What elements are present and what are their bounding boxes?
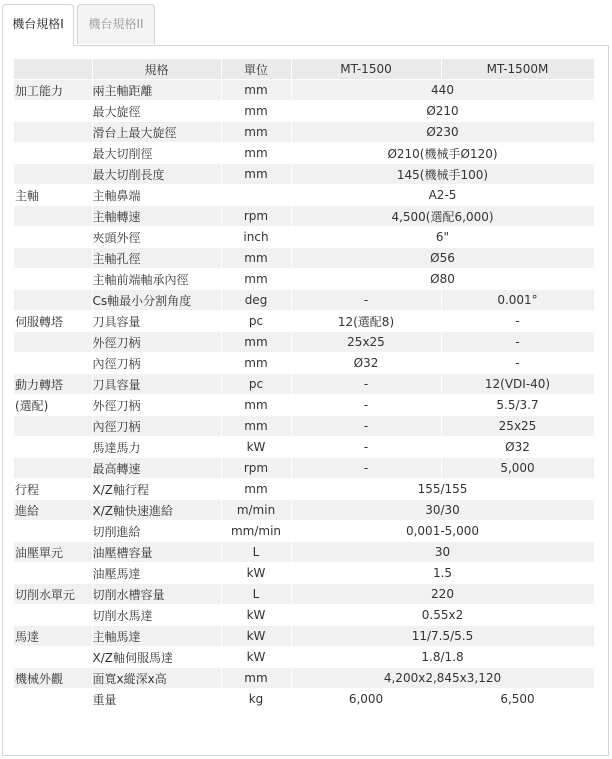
row-unit: kW <box>221 563 291 584</box>
row-category <box>14 353 92 374</box>
row-value-shared: 0.55x2 <box>291 605 594 626</box>
table-header-row <box>14 59 594 80</box>
table-row <box>14 500 594 521</box>
row-category <box>14 122 92 143</box>
table-row <box>14 185 594 206</box>
row-category <box>14 437 92 458</box>
table-row <box>14 374 594 395</box>
row-spec-name: 兩主軸距離 <box>92 80 221 101</box>
table-row <box>14 563 594 584</box>
spec-table <box>14 59 595 710</box>
table-row <box>14 332 594 353</box>
row-spec-name: Cs軸最小分割角度 <box>92 290 221 311</box>
row-value-shared: 1.5 <box>291 563 594 584</box>
row-value-mt1500m: 12(VDI-40) <box>441 374 594 395</box>
row-category: 機械外觀 <box>14 668 92 689</box>
row-value-mt1500: - <box>291 437 441 458</box>
row-category: 動力轉塔 <box>14 374 92 395</box>
row-unit: mm <box>221 332 291 353</box>
row-spec-name: 滑台上最大旋徑 <box>92 122 221 143</box>
row-value-shared: 440 <box>291 80 594 101</box>
row-category <box>14 563 92 584</box>
row-spec-name: 馬達馬力 <box>92 437 221 458</box>
row-unit: mm <box>221 479 291 500</box>
row-category <box>14 458 92 479</box>
row-category <box>14 605 92 626</box>
row-value-mt1500m: 5,000 <box>441 458 594 479</box>
row-value-mt1500: - <box>291 458 441 479</box>
row-value-shared: Ø210 <box>291 101 594 122</box>
row-value-shared: 0,001-5,000 <box>291 521 594 542</box>
table-row <box>14 206 594 227</box>
row-spec-name: 切削水馬達 <box>92 605 221 626</box>
row-spec-name: X/Z軸快速進給 <box>92 500 221 521</box>
tab-machine-spec-2[interactable]: 機台規格II <box>77 4 155 44</box>
row-unit: mm <box>221 248 291 269</box>
table-row <box>14 311 594 332</box>
table-row <box>14 164 594 185</box>
row-unit: L <box>221 542 291 563</box>
row-unit: mm <box>221 164 291 185</box>
table-row <box>14 668 594 689</box>
row-unit: mm <box>221 353 291 374</box>
spec-panel <box>2 45 609 756</box>
row-spec-name: 重量 <box>92 689 221 710</box>
row-spec-name: 主軸馬達 <box>92 626 221 647</box>
table-row <box>14 542 594 563</box>
row-category: (選配) <box>14 395 92 416</box>
table-row <box>14 437 594 458</box>
header-model-mt1500m: MT-1500M <box>441 59 594 80</box>
row-value-shared: 220 <box>291 584 594 605</box>
row-value-mt1500m: 0.001° <box>441 290 594 311</box>
row-unit: kW <box>221 437 291 458</box>
table-row <box>14 689 594 710</box>
row-value-mt1500m: - <box>441 332 594 353</box>
row-unit: deg <box>221 290 291 311</box>
row-value-mt1500m: 5.5/3.7 <box>441 395 594 416</box>
row-value-shared: Ø80 <box>291 269 594 290</box>
row-spec-name: 外徑刀柄 <box>92 395 221 416</box>
table-row <box>14 122 594 143</box>
row-unit: mm <box>221 416 291 437</box>
tab-machine-spec-1[interactable]: 機台規格I <box>2 4 74 46</box>
row-value-shared: Ø210(機械手Ø120) <box>291 143 594 164</box>
row-category <box>14 143 92 164</box>
row-unit: mm <box>221 269 291 290</box>
row-unit: kW <box>221 647 291 668</box>
row-category: 伺服轉塔 <box>14 311 92 332</box>
row-value-shared: 4,500(選配6,000) <box>291 206 594 227</box>
table-row <box>14 458 594 479</box>
row-value-shared: 11/7.5/5.5 <box>291 626 594 647</box>
row-value-shared: 30 <box>291 542 594 563</box>
row-value-mt1500m: 6,500 <box>441 689 594 710</box>
row-value-mt1500: - <box>291 374 441 395</box>
row-value-mt1500: Ø32 <box>291 353 441 374</box>
row-spec-name: 主軸孔徑 <box>92 248 221 269</box>
row-category <box>14 269 92 290</box>
row-category <box>14 248 92 269</box>
row-value-shared: 6" <box>291 227 594 248</box>
row-spec-name: 切削水槽容量 <box>92 584 221 605</box>
row-category: 切削水單元 <box>14 584 92 605</box>
row-category: 油壓單元 <box>14 542 92 563</box>
row-value-shared: A2-5 <box>291 185 594 206</box>
row-unit: pc <box>221 311 291 332</box>
row-value-mt1500: 25x25 <box>291 332 441 353</box>
row-unit: inch <box>221 227 291 248</box>
row-value-mt1500: 12(選配8) <box>291 311 441 332</box>
row-category <box>14 227 92 248</box>
row-spec-name: 主軸轉速 <box>92 206 221 227</box>
row-value-shared: 4,200x2,845x3,120 <box>291 668 594 689</box>
row-value-mt1500: - <box>291 395 441 416</box>
table-row <box>14 605 594 626</box>
row-spec-name: X/Z軸伺服馬達 <box>92 647 221 668</box>
header-model-mt1500: MT-1500 <box>291 59 441 80</box>
header-category <box>14 59 92 80</box>
table-row <box>14 269 594 290</box>
row-value-mt1500m: - <box>441 353 594 374</box>
row-unit: mm <box>221 143 291 164</box>
row-spec-name: 刀具容量 <box>92 311 221 332</box>
row-unit: rpm <box>221 206 291 227</box>
row-value-shared: 145(機械手100) <box>291 164 594 185</box>
row-spec-name: 最大切削徑 <box>92 143 221 164</box>
table-row <box>14 227 594 248</box>
table-row <box>14 290 594 311</box>
table-row <box>14 248 594 269</box>
table-row <box>14 626 594 647</box>
row-category <box>14 416 92 437</box>
table-row <box>14 479 594 500</box>
row-value-shared: 30/30 <box>291 500 594 521</box>
row-unit: m/min <box>221 500 291 521</box>
header-spec: 規格 <box>92 59 221 80</box>
row-category <box>14 689 92 710</box>
row-spec-name: 夾頭外徑 <box>92 227 221 248</box>
row-category: 行程 <box>14 479 92 500</box>
row-value-mt1500m: - <box>441 311 594 332</box>
row-category <box>14 521 92 542</box>
row-value-shared: Ø230 <box>291 122 594 143</box>
header-unit: 單位 <box>221 59 291 80</box>
row-value-mt1500: 6,000 <box>291 689 441 710</box>
tab-bar <box>0 0 612 46</box>
table-row <box>14 584 594 605</box>
row-unit: kW <box>221 605 291 626</box>
row-category <box>14 290 92 311</box>
row-category: 加工能力 <box>14 80 92 101</box>
row-spec-name: 最大切削長度 <box>92 164 221 185</box>
table-row <box>14 416 594 437</box>
row-unit: kg <box>221 689 291 710</box>
row-category <box>14 332 92 353</box>
row-spec-name: 內徑刀柄 <box>92 416 221 437</box>
row-unit: mm <box>221 101 291 122</box>
row-unit: pc <box>221 374 291 395</box>
row-spec-name: 油壓馬達 <box>92 563 221 584</box>
row-unit: mm/min <box>221 521 291 542</box>
table-row <box>14 521 594 542</box>
row-value-shared: 155/155 <box>291 479 594 500</box>
row-value-mt1500: - <box>291 416 441 437</box>
row-value-mt1500: - <box>291 290 441 311</box>
row-spec-name: 外徑刀柄 <box>92 332 221 353</box>
row-value-shared: 1.8/1.8 <box>291 647 594 668</box>
table-row <box>14 101 594 122</box>
row-spec-name: 主軸鼻端 <box>92 185 221 206</box>
row-spec-name: 切削進給 <box>92 521 221 542</box>
row-spec-name: 主軸前端軸承內徑 <box>92 269 221 290</box>
row-category <box>14 101 92 122</box>
row-value-mt1500m: Ø32 <box>441 437 594 458</box>
row-unit: kW <box>221 626 291 647</box>
row-category <box>14 647 92 668</box>
table-row <box>14 143 594 164</box>
row-unit: mm <box>221 395 291 416</box>
row-value-mt1500m: 25x25 <box>441 416 594 437</box>
row-category: 進給 <box>14 500 92 521</box>
row-unit: mm <box>221 122 291 143</box>
row-unit: rpm <box>221 458 291 479</box>
row-unit: mm <box>221 80 291 101</box>
row-spec-name: 油壓槽容量 <box>92 542 221 563</box>
row-spec-name: 最大旋徑 <box>92 101 221 122</box>
row-spec-name: 刀具容量 <box>92 374 221 395</box>
table-row <box>14 80 594 101</box>
row-category: 主軸 <box>14 185 92 206</box>
row-spec-name: 最高轉速 <box>92 458 221 479</box>
row-category: 馬達 <box>14 626 92 647</box>
table-row <box>14 395 594 416</box>
row-category <box>14 164 92 185</box>
row-category <box>14 206 92 227</box>
row-unit: L <box>221 584 291 605</box>
row-value-shared: Ø56 <box>291 248 594 269</box>
row-spec-name: X/Z軸行程 <box>92 479 221 500</box>
table-row <box>14 353 594 374</box>
row-spec-name: 內徑刀柄 <box>92 353 221 374</box>
row-unit <box>221 185 291 206</box>
table-row <box>14 647 594 668</box>
row-unit: mm <box>221 668 291 689</box>
row-spec-name: 面寬x縱深x高 <box>92 668 221 689</box>
